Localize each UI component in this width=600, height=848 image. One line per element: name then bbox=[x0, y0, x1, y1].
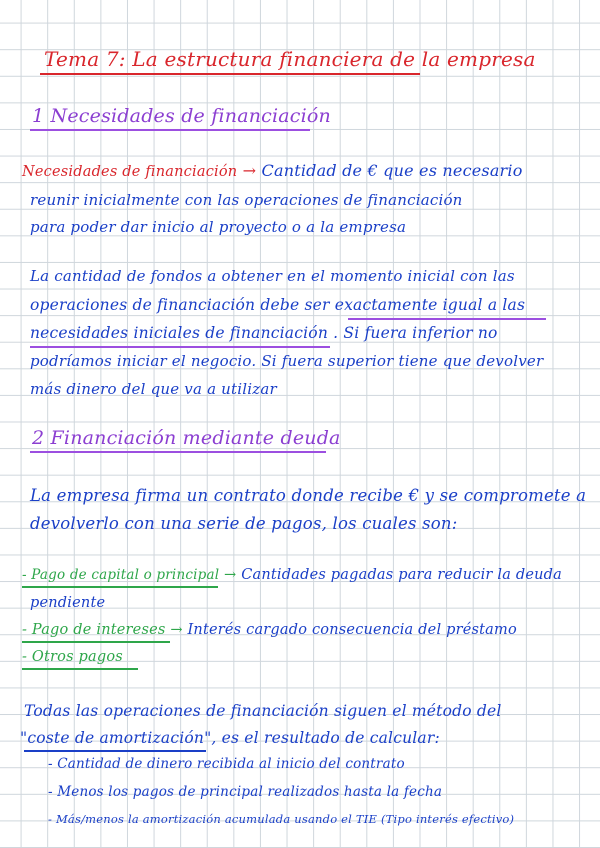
definition-line-1 bbox=[22, 163, 523, 180]
paragraph-line-3: necesidades iniciales de financiación . Si fuera inferior no bbox=[30, 324, 498, 342]
section-2-heading: 2 Financiación mediante deuda bbox=[32, 427, 341, 449]
title-underline bbox=[40, 73, 420, 75]
arrow-icon: → bbox=[224, 567, 237, 583]
capital-text: Cantidades pagadas para reducir la deuda bbox=[241, 567, 562, 583]
interest-text: Interés cargado consecuencia del préstamo bbox=[187, 622, 517, 638]
list-item-capital bbox=[22, 568, 562, 583]
capital-term: - Pago de capital o principal bbox=[22, 567, 220, 583]
method-item-3: - Más/menos la amortización acumulada usando el TIE (Tipo interés efectivo) bbox=[48, 812, 515, 826]
definition-line-3: para poder dar inicio al proyecto o a la empresa bbox=[30, 218, 407, 236]
definition-term: Necesidades de financiación bbox=[22, 164, 238, 180]
list-item-interest bbox=[22, 623, 517, 638]
paragraph-line-1: La cantidad de fondos a obtener en el momento inicial con las bbox=[30, 267, 515, 285]
definition-text: Cantidad de € que es necesario bbox=[261, 161, 523, 180]
method-line-2: "coste de amortización", es el resultado de calcular: bbox=[20, 729, 440, 747]
intro-line-2: devolverlo con una serie de pagos, los cuales son: bbox=[30, 514, 458, 533]
other-underline bbox=[22, 668, 138, 670]
definition-line-2: reunir inicialmente con las operaciones de financiación bbox=[30, 191, 463, 209]
arrow-icon: → bbox=[242, 161, 257, 180]
interest-underline bbox=[22, 641, 170, 643]
section-2-heading-underline bbox=[30, 451, 326, 453]
method-item-2: - Menos los pagos de principal realizados hasta la fecha bbox=[48, 784, 443, 800]
initial-needs-underline bbox=[30, 346, 330, 348]
capital-underline bbox=[22, 586, 218, 588]
section-1-heading: 1 Necesidades de financiación bbox=[32, 105, 331, 127]
paragraph-line-4: podríamos iniciar el negocio. Si fuera superior tiene que devolver bbox=[30, 352, 544, 370]
paragraph-line-2: operaciones de financiación debe ser exactamente igual a las bbox=[30, 296, 526, 314]
section-1-heading-underline bbox=[30, 129, 310, 131]
intro-line-1: La empresa firma un contrato donde recibe € y se compromete a bbox=[30, 486, 587, 505]
method-item-1: - Cantidad de dinero recibida al inicio del contrato bbox=[48, 756, 405, 772]
exactly-equal-underline bbox=[348, 318, 546, 320]
paragraph-line-5: más dinero del que va a utilizar bbox=[30, 380, 277, 398]
page-title: Tema 7: La estructura financiera de la empresa bbox=[44, 47, 536, 71]
list-item-other: - Otros pagos bbox=[22, 649, 123, 665]
interest-term: - Pago de intereses bbox=[22, 622, 166, 638]
arrow-icon: → bbox=[170, 622, 183, 638]
method-line-1: Todas las operaciones de financiación siguen el método del bbox=[24, 702, 502, 720]
amortization-cost-underline bbox=[24, 750, 206, 752]
list-item-capital-cont: pendiente bbox=[30, 595, 106, 611]
